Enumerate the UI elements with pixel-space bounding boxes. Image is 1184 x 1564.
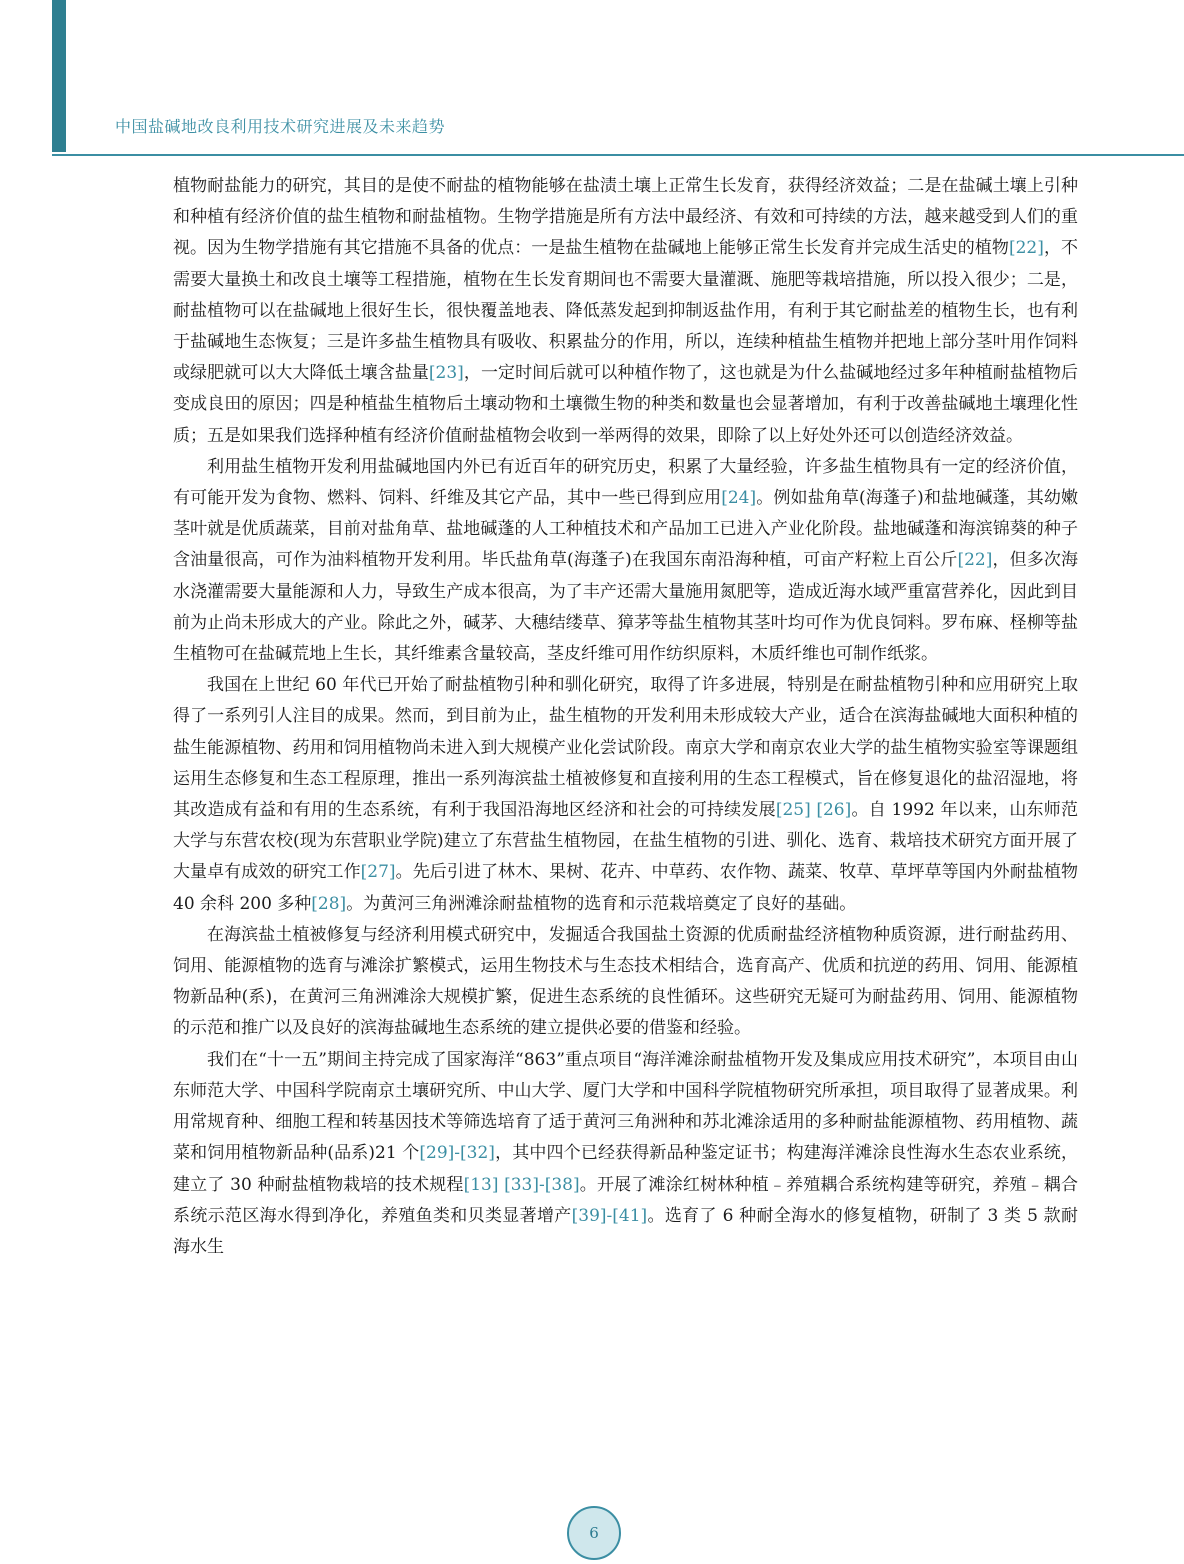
paragraph-text: 我们在“十一五”期间主持完成了国家海洋“863”重点项目“海洋滩涂耐盐植物开发及集成应用技术研究”，本项目由山东师范大学、中国科学院南京土壤研究所、中山大学、厦门大学和中国科学院植物研究所承担，项目取得了显著成果。利用常规育种、细胞工程和转基因技术等筛选培育了适于黄河三角洲种和苏北滩涂适用的多种耐盐能源植物、药用植物、蔬菜和饲用植物新品种(品系)21 个 — [173, 1049, 1078, 1164]
paragraph-text: 利用盐生植物开发利用盐碱地国内外已有近百年的研究历史，积累了大量经验，许多盐生植物具有一定的经济价值，有可能开发为食物、燃料、饲料、纤维及其它产品，其中一些已得到应用 — [173, 456, 1078, 509]
body-paragraph — [173, 171, 1078, 452]
paragraph-text: 。例如盐角草(海蓬子)和盐地碱蓬，其幼嫩茎叶就是优质蔬菜，目前对盐角草、盐地碱蓬的人工种植技术和产品加工已进入产业化阶段。盐地碱蓬和海滨锦葵的种子含油量很高，可作为油料植物开发利用。毕氏盐角草(海蓬子)在我国东南沿海种植，可亩产籽粒上百公斤 — [173, 488, 1078, 571]
paragraph-text: 。选育了 6 种耐全海水的修复植物，研制了 3 类 5 款耐海水生 — [173, 1205, 1078, 1257]
citation-link[interactable]: [25] [26] — [775, 800, 852, 821]
body-paragraph — [173, 452, 1078, 670]
paragraph-text: 植物耐盐能力的研究，其目的是使不耐盐的植物能够在盐渍土壤上正常生长发育，获得经济效益；二是在盐碱土壤上引种和种植有经济价值的盐生植物和耐盐植物。生物学措施是所有方法中最经济、有效和可持续的方法，越来越受到人们的重视。因为生物学措施有其它措施不具备的优点：一是盐生植物在盐碱地上能够正常生长发育并完成生活史的植物 — [173, 176, 1078, 259]
paragraph-text: ，其中四个已经获得新品种鉴定证书；构建海洋滩涂良性海水生态农业系统，建立了 30 种耐盐植物栽培的技术规程 — [173, 1143, 1078, 1195]
header-side-bar — [52, 0, 66, 152]
header-rule — [52, 154, 1184, 156]
paragraph-text: ，一定时间后就可以种植作物了，这也就是为什么盐碱地经过多年种植耐盐植物后变成良田的原因；四是种植盐生植物后土壤动物和土壤微生物的种类和数量也会显著增加，有利于改善盐碱地土壤理化性质；五是如果我们选择种植有经济价值耐盐植物会收到一举两得的效果，即除了以上好处外还可以创造经济效益。 — [173, 363, 1079, 446]
running-header-title: 中国盐碱地改良利用技术研究进展及未来趋势 — [115, 117, 446, 136]
paragraph-text: 。自 1992 年以来，山东师范大学与东营农校(现为东营职业学院)建立了东营盐生植物园，在盐生植物的引进、驯化、选育、栽培技术研究方面开展了大量卓有成效的研究工作 — [173, 800, 1079, 883]
body-paragraph — [173, 920, 1078, 1045]
paragraph-text: 。先后引进了林木、果树、花卉、中草药、农作物、蔬菜、牧草、草坪草等国内外耐盐植物 40 余科 200 多种 — [173, 862, 1079, 914]
body-text — [173, 171, 1078, 1263]
citation-link[interactable]: [29]-[32] — [419, 1143, 495, 1164]
citation-link[interactable]: [24] — [721, 488, 757, 509]
body-paragraph — [173, 670, 1078, 920]
page-number-badge — [567, 1506, 621, 1560]
paragraph-text: 。开展了滩涂红树林种植﹣养殖耦合系统构建等研究，养殖﹣耦合系统示范区海水得到净化，养殖鱼类和贝类显著增产 — [173, 1174, 1078, 1226]
citation-link[interactable]: [13] [33]-[38] — [463, 1174, 580, 1195]
citation-link[interactable]: [28] — [311, 893, 347, 914]
paragraph-text: ，但多次海水浇灌需要大量能源和人力，导致生产成本很高，为了丰产还需大量施用氮肥等，造成近海水域严重富营养化，因此到目前为止尚未形成大的产业。除此之外，碱茅、大穗结缕草、獐茅等盐生植物其茎叶均可作为优良饲料。罗布麻、柽柳等盐生植物可在盐碱荒地上生长，其纤维素含量较高，茎皮纤维可用作纺织原料，木质纤维也可制作纸浆。 — [173, 550, 1079, 665]
page-number: 6 — [589, 1524, 599, 1542]
paragraph-text: ，不需要大量换土和改良土壤等工程措施，植物在生长发育期间也不需要大量灌溉、施肥等栽培措施，所以投入很少；二是，耐盐植物可以在盐碱地上很好生长，很快覆盖地表、降低蒸发起到抑制返盐作用，有利于其它耐盐差的植物生长，也有利于盐碱地生态恢复；三是许多盐生植物具有吸收、积累盐分的作用，所以，连续种植盐生植物并把地上部分茎叶用作饲料或绿肥就可以大大降低土壤含盐量 — [173, 238, 1079, 384]
citation-link[interactable]: [23] — [428, 363, 464, 384]
citation-link[interactable]: [22] — [957, 550, 993, 571]
body-paragraph — [173, 1045, 1078, 1263]
citation-link[interactable]: [22] — [1008, 238, 1044, 259]
paragraph-text: 在海滨盐土植被修复与经济利用模式研究中，发掘适合我国盐土资源的优质耐盐经济植物种质资源，进行耐盐药用、饲用、能源植物的选育与滩涂扩繁模式，运用生物技术与生态技术相结合，选育高产、优质和抗逆的药用、饲用、能源植物新品种(系)，在黄河三角洲滩涂大规模扩繁，促进生态系统的良性循环。这些研究无疑可为耐盐药用、饲用、能源植物的示范和推广以及良好的滨海盐碱地生态系统的建立提供必要的借鉴和经验。 — [173, 924, 1078, 1039]
paragraph-text: 。为黄河三角洲滩涂耐盐植物的选育和示范栽培奠定了良好的基础。 — [346, 893, 857, 914]
citation-link[interactable]: [27] — [360, 862, 396, 883]
citation-link[interactable]: [39]-[41] — [571, 1205, 648, 1226]
paragraph-text: 我国在上世纪 60 年代已开始了耐盐植物引种和驯化研究，取得了许多进展，特别是在耐盐植物引种和应用研究上取得了一系列引人注目的成果。然而，到目前为止，盐生植物的开发利用未形成较大产业，适合在滨海盐碱地大面积种植的盐生能源植物、药用和饲用植物尚未进入到大规模产业化尝试阶段。南京大学和南京农业大学的盐生植物实验室等课题组运用生态修复和生态工程原理，推出一系列海滨盐土植被修复和直接利用的生态工程模式，旨在修复退化的盐沼湿地，将其改造成有益和有用的生态系统，有利于我国沿海地区经济和社会的可持续发展 — [173, 675, 1078, 821]
